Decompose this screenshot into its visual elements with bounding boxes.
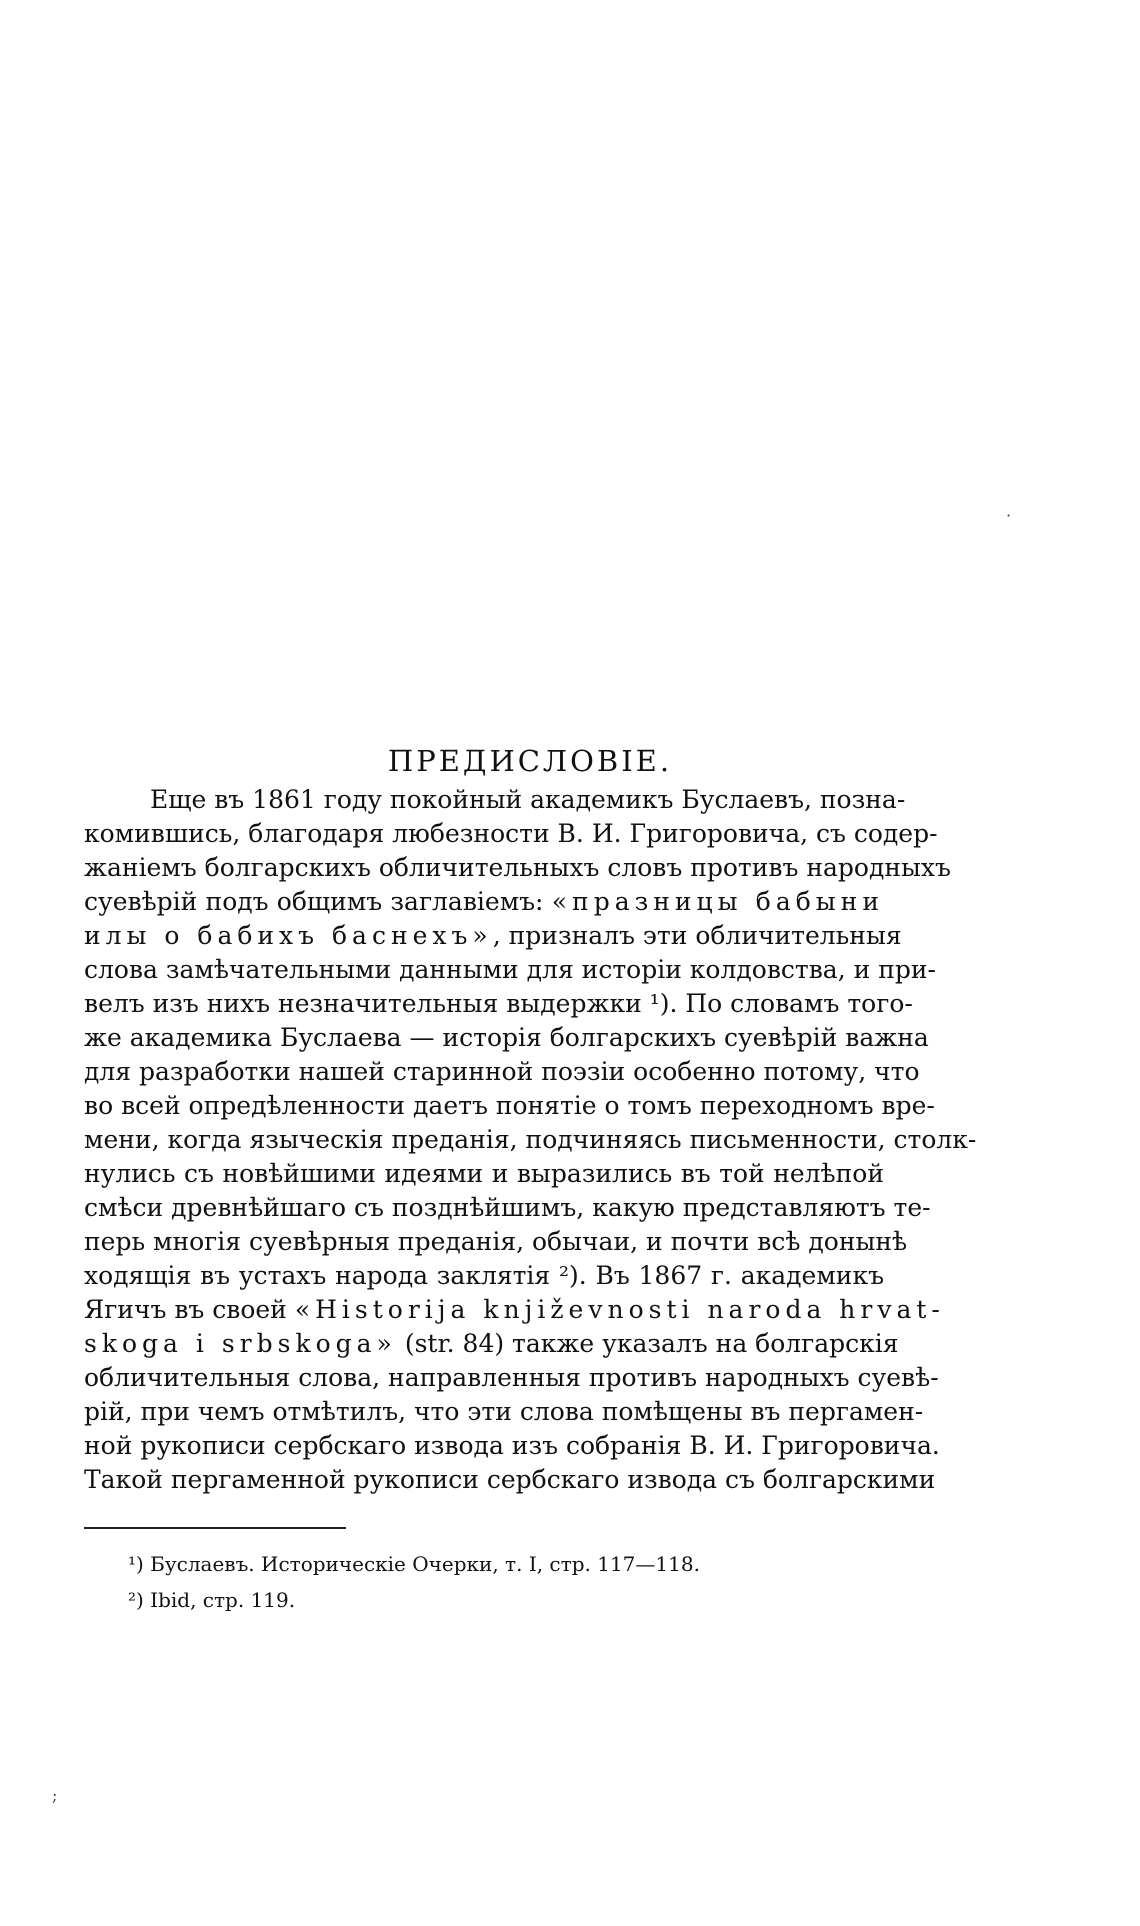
- body-line-12: нулись съ новѣйшими идеями и выразились въ той нелѣпой: [84, 1159, 884, 1188]
- body-line-10: во всей опредѣленности даетъ понятіе о томъ переходномъ вре-: [84, 1091, 935, 1120]
- footnote-2: ²) Ibid, стр. 119.: [128, 1588, 296, 1612]
- body-line-9: для разработки нашей старинной поэзіи особенно потому, что: [84, 1057, 920, 1086]
- page-title: ПРЕДИСЛОВІЕ.: [387, 744, 673, 778]
- cited-title-part-2: илы о бабихъ баснехъ»: [84, 921, 493, 950]
- body-line-7: велъ изъ нихъ незначительныя выдержки ¹). По словамъ того-: [84, 989, 913, 1018]
- cited-title-part-1: «празницы бабыни: [551, 887, 885, 916]
- margin-mark-bottom: ;: [52, 1786, 58, 1805]
- body-line-17: [84, 1327, 899, 1361]
- body-line-11: мени, когда языческія преданія, подчиняясь письменности, столк-: [84, 1125, 977, 1154]
- body-line-21: Такой пергаменной рукописи сербскаго извода съ болгарскими: [84, 1465, 936, 1494]
- body-line-13: смѣси древнѣйшаго съ позднѣйшимъ, какую представляютъ те-: [84, 1193, 931, 1222]
- body-line-4: [84, 885, 884, 919]
- body-line-18: обличительныя слова, направленныя противъ народныхъ суевѣ-: [84, 1363, 939, 1392]
- cited-work-part-1: «Historija književnosti naroda hrvat-: [294, 1295, 945, 1324]
- body-line-5-text: , призналъ эти обличительныя: [492, 921, 902, 950]
- body-line-15: ходящія въ устахъ народа заклятія ²). Въ 1867 г. академикъ: [84, 1261, 884, 1290]
- body-line-20: ной рукописи сербскаго извода изъ собранія В. И. Григоровича.: [84, 1431, 940, 1460]
- body-line-3: жаніемъ болгарскихъ обличительныхъ словъ противъ народныхъ: [84, 853, 951, 882]
- body-line-2: комившись, благодаря любезности В. И. Григоровича, съ содер-: [84, 819, 938, 848]
- body-line-5: [84, 919, 902, 953]
- margin-mark-top: ·: [1006, 506, 1012, 525]
- body-line-19: рій, при чемъ отмѣтилъ, что эти слова помѣщены въ пергамен-: [84, 1397, 924, 1426]
- body-line-8: же академика Буслаева — исторія болгарскихъ суевѣрій важна: [84, 1023, 929, 1052]
- body-line-6: слова замѣчательными данными для исторіи колдовства, и при-: [84, 955, 936, 984]
- body-line-17-text: (str. 84) также указалъ на болгарскія: [404, 1329, 899, 1358]
- body-line-1: Еще въ 1861 году покойный академикъ Буслаевъ, позна-: [150, 785, 906, 814]
- body-line-16-text: Ягичъ въ своей: [84, 1295, 287, 1324]
- body-line-16: [84, 1293, 945, 1327]
- preface-body: [84, 783, 977, 1497]
- footnotes: [128, 1546, 848, 1618]
- body-line-14: перь многія суевѣрныя преданія, обычаи, и почти всѣ донынѣ: [84, 1227, 908, 1256]
- footnote-divider: [84, 1527, 346, 1529]
- footnote-1: ¹) Буслаевъ. Историческіе Очерки, т. I, стр. 117—118.: [128, 1552, 700, 1576]
- body-line-4-text: суевѣрій подъ общимъ заглавіемъ:: [84, 887, 544, 916]
- cited-work-part-2: skoga i srbskoga»: [84, 1329, 397, 1358]
